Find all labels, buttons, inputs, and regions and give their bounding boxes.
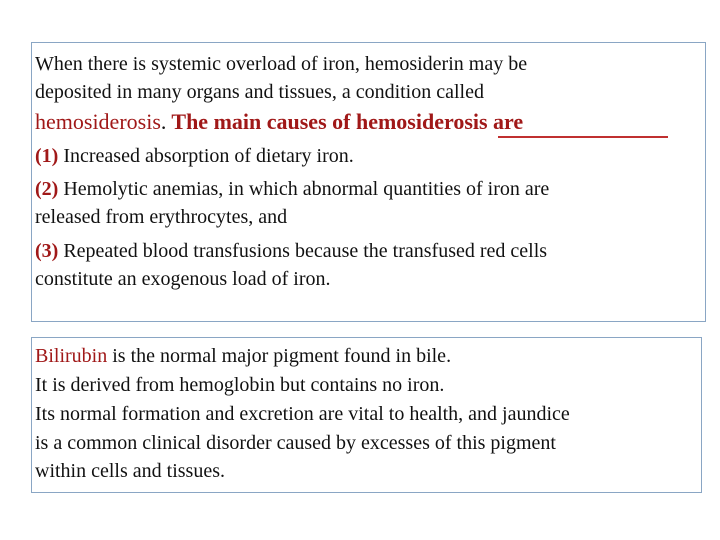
cause-number: (2)	[35, 178, 59, 200]
paragraph-line	[35, 344, 451, 368]
hemosiderosis-text-box	[31, 42, 706, 322]
bilirubin-definition: is the normal major pigment found in bile.	[112, 345, 452, 367]
hemosiderosis-term: hemosiderosis	[35, 109, 161, 134]
paragraph-line: within cells and tissues.	[35, 460, 225, 482]
cause-number: (3)	[35, 240, 59, 262]
cause-item-2	[35, 177, 549, 201]
paragraph-line: It is derived from hemoglobin but contains no iron.	[35, 374, 445, 396]
cause-text: Increased absorption of dietary iron.	[63, 145, 354, 167]
cause-text-continuation: released from erythrocytes, and	[35, 206, 288, 228]
bilirubin-text-box	[31, 337, 702, 493]
cause-number: (1)	[35, 145, 59, 167]
paragraph-line: Its normal formation and excretion are vital to health, and jaundice	[35, 403, 570, 425]
causes-heading: The main causes of hemosiderosis are	[171, 109, 524, 134]
bilirubin-term: Bilirubin	[35, 345, 108, 367]
term-period: .	[160, 109, 167, 134]
cause-item-3	[35, 239, 547, 263]
paragraph-line: is a common clinical disorder caused by excesses of this pigment	[35, 432, 556, 454]
cause-item-1	[35, 144, 354, 168]
cause-text: Hemolytic anemias, in which abnormal quantities of iron are	[63, 178, 550, 200]
heading-underline	[498, 136, 668, 138]
paragraph-line: deposited in many organs and tissues, a condition called	[35, 81, 484, 103]
cause-text-continuation: constitute an exogenous load of iron.	[35, 268, 331, 290]
paragraph-line: When there is systemic overload of iron, hemosiderin may be	[35, 53, 528, 75]
term-heading-line	[35, 110, 523, 135]
cause-text: Repeated blood transfusions because the transfused red cells	[63, 240, 548, 262]
